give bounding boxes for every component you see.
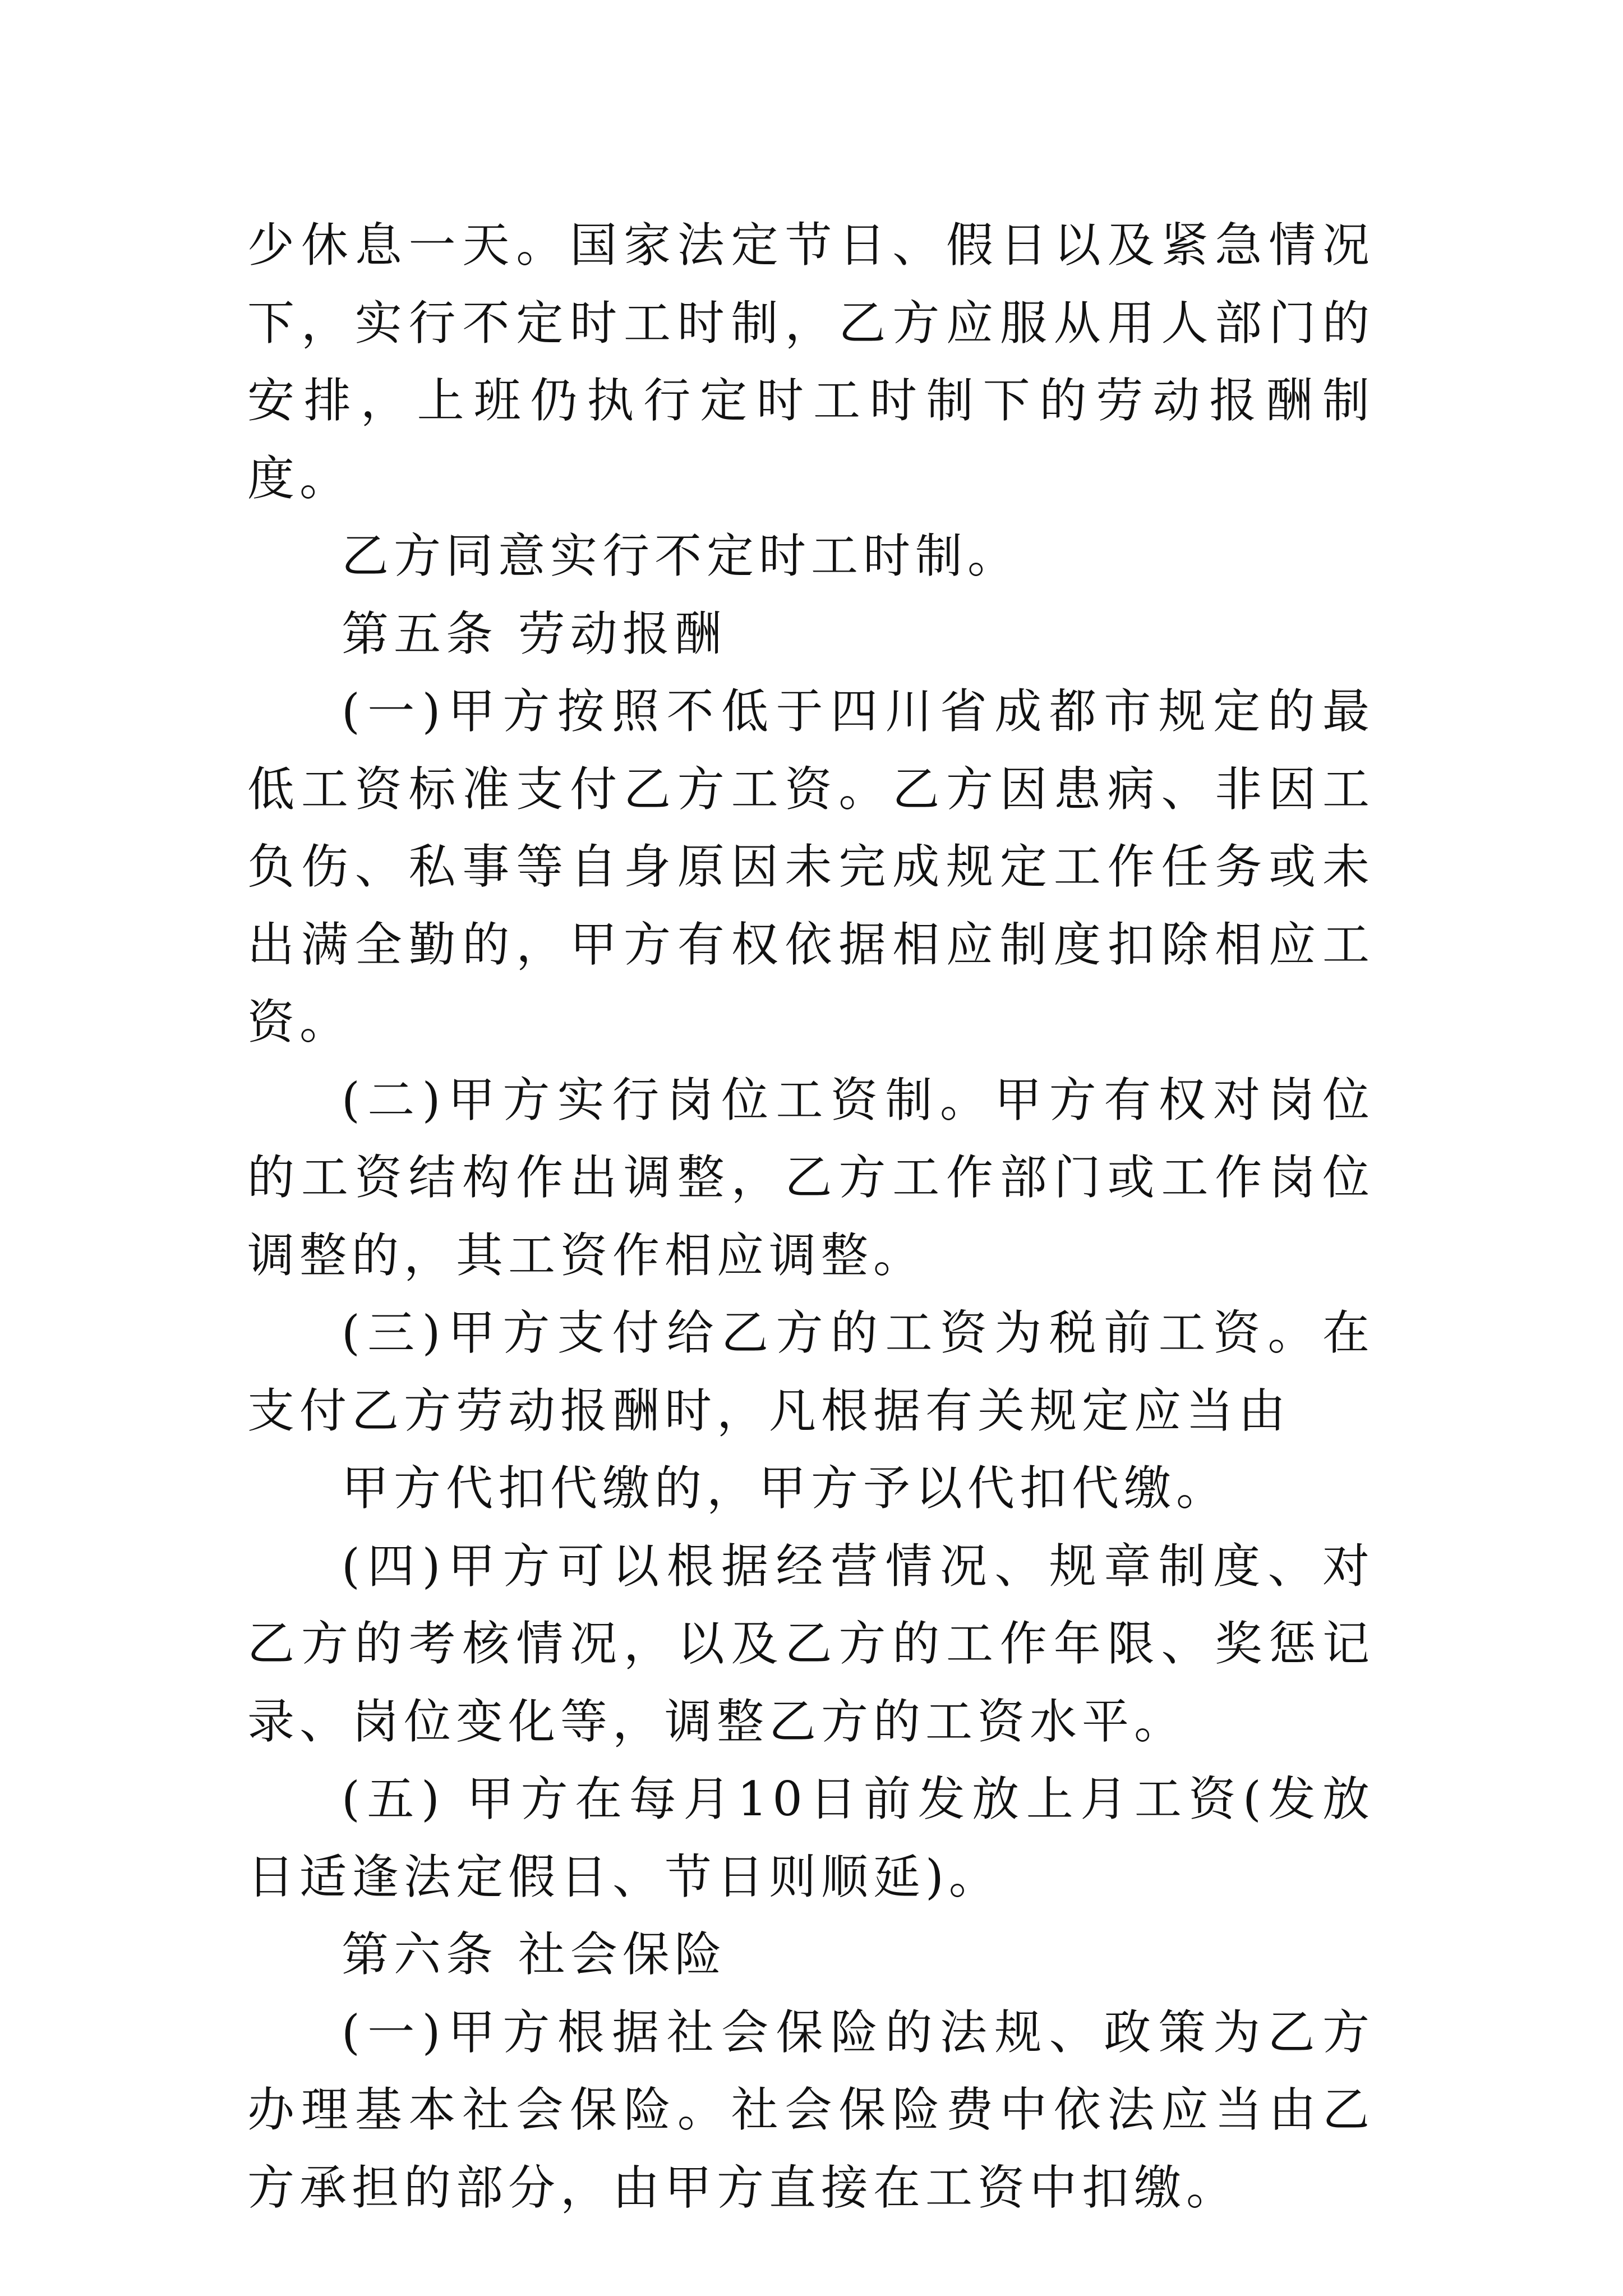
article-6-clause-1: (一)甲方根据社会保险的法规、政策为乙方办理基本社会保险。社会保险费中依法应当由乙方承担的部分，由甲方直接在工资中扣缴。 (247, 2004, 1375, 2215)
article-5-clause-4: (四)甲方可以根据经营情况、规章制度、对乙方的考核情况，以及乙方的工作年限、奖惩记录、岗位变化等，调整乙方的工资水平。 (247, 1538, 1375, 1749)
article-6-heading: 第六条 社会保险 (342, 1927, 727, 1982)
document-body (247, 206, 1375, 2226)
article-5-heading: 第五条 劳动报酬 (342, 606, 727, 661)
article-5-clause-5: (五) 甲方在每月10日前发放上月工资(发放日适逢法定假日、节日则顺延)。 (247, 1772, 1375, 1904)
article-5-clause-2: (二)甲方实行岗位工资制。甲方有权对岗位的工资结构作出调整，乙方工作部门或工作岗位调整的，其工资作相应调整。 (247, 1072, 1375, 1283)
paragraph-flexible-hours-consent: 乙方同意实行不定时工时制。 (342, 528, 1020, 583)
article-5-clause-1: (一)甲方按照不低于四川省成都市规定的最低工资标准支付乙方工资。乙方因患病、非因工负伤、私事等自身原因未完成规定工作任务或未出满全勤的，甲方有权依据相应制度扣除相应工资。 (247, 684, 1375, 1050)
article-5-clause-3-continuation: 甲方代扣代缴的，甲方予以代扣代缴。 (342, 1461, 1229, 1516)
paragraph-continuation-rest-day: 少休息一天。国家法定节日、假日以及紧急情况下，实行不定时工时制，乙方应服从用人部门的安排，上班仍执行定时工时制下的劳动报酬制度。 (247, 218, 1375, 506)
article-5-clause-3: (三)甲方支付给乙方的工资为税前工资。在支付乙方劳动报酬时，凡根据有关规定应当由 (247, 1305, 1375, 1438)
